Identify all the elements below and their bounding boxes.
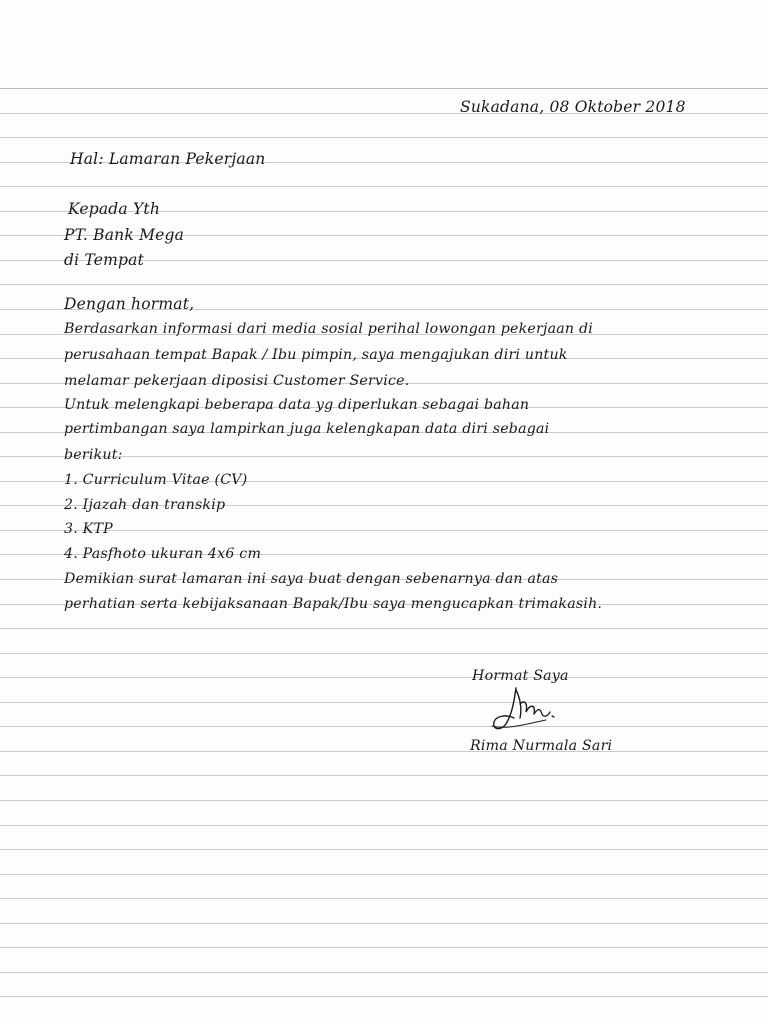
ruled-line [0,923,768,924]
ruled-line [0,726,768,727]
recipient-company: PT. Bank Mega [64,226,185,244]
closing-line: Demikian surat lamaran ini saya buat dengan sebenarnya dan atas [64,571,559,587]
ruled-line [0,284,768,285]
ruled-line [0,972,768,973]
ruled-line [0,653,768,654]
attachment-item: 1. Curriculum Vitae (CV) [64,472,248,488]
ruled-line [0,186,768,187]
ruled-line [0,996,768,997]
ruled-line [0,751,768,752]
attachment-item: 2. Ijazah dan transkip [64,497,226,513]
ruled-line [0,88,768,89]
ruled-line [0,628,768,629]
ruled-line [0,898,768,899]
attachment-item: 3. KTP [64,521,113,537]
body-line: perusahaan tempat Bapak / Ibu pimpin, saya mengajukan diri untuk [64,347,568,363]
recipient-place: di Tempat [64,251,145,269]
closing-line: perhatian serta kebijaksanaan Bapak/Ibu saya mengucapkan trimakasih. [64,596,603,612]
ruled-line [0,702,768,703]
ruled-line [0,677,768,678]
sign-off: Hormat Saya [472,668,569,684]
ruled-line [0,874,768,875]
body-line: melamar pekerjaan diposisi Customer Service. [64,373,410,389]
ruled-line [0,825,768,826]
attachment-item: 4. Pasfhoto ukuran 4x6 cm [64,546,262,562]
ruled-line [0,849,768,850]
body-line: Untuk melengkapi beberapa data yg diperlukan sebagai bahan [64,397,530,413]
ruled-line [0,530,768,531]
ruled-line [0,947,768,948]
ruled-line [0,137,768,138]
letter-subject: Hal: Lamaran Pekerjaan [70,150,266,168]
handwritten-signature [486,684,566,736]
salutation: Dengan hormat, [64,295,195,313]
body-line: berikut: [64,447,123,463]
recipient-line-1: Kepada Yth [68,200,161,218]
signer-name: Rima Nurmala Sari [470,738,613,754]
body-line: pertimbangan saya lampirkan juga kelengkapan data diri sebagai [64,421,550,437]
ruled-line [0,775,768,776]
ruled-line [0,800,768,801]
body-line: Berdasarkan informasi dari media sosial perihal lowongan pekerjaan di [64,321,593,337]
place-date: Sukadana, 08 Oktober 2018 [460,98,686,116]
